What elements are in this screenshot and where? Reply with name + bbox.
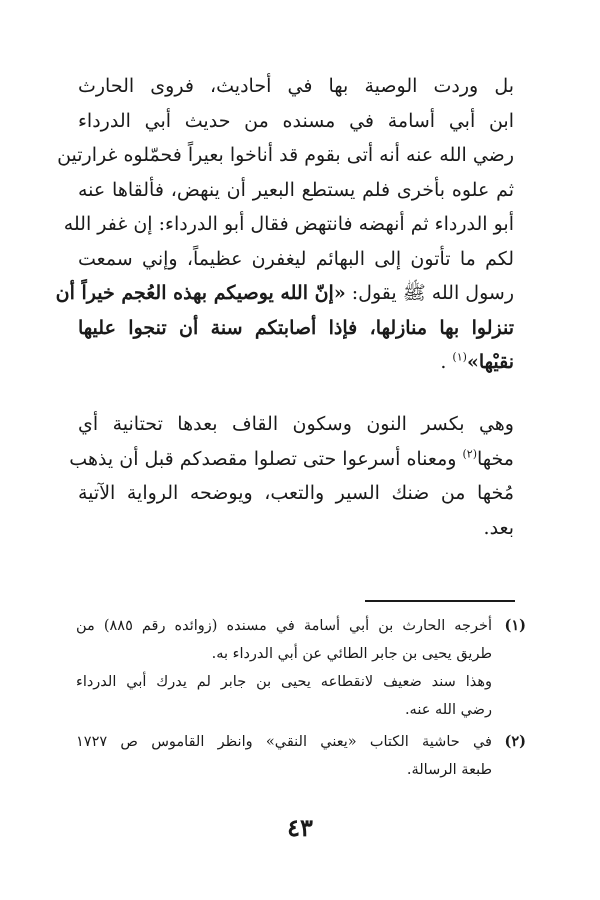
footnote-1 (76, 612, 526, 724)
footnote-ref-2: (٢) (462, 447, 477, 461)
page-number: ٤٣ (287, 813, 313, 842)
footnote-separator (365, 600, 515, 602)
paragraph-2 (69, 407, 514, 545)
footnote-ref-1: (١) (452, 350, 467, 364)
text-segment: . (440, 351, 453, 373)
text-line (69, 442, 514, 477)
text-line: وهي بكسر النون وسكون القاف بعدها تحتانية أي (78, 413, 514, 435)
hadith-quote-end: نقيْها» (466, 351, 514, 373)
footnote-line: في حاشية الكتاب «يعني النقي» وانظر القاموس ص ١٧٢٧ (76, 734, 492, 750)
text-segment: رسول الله ﷺ يقول: (345, 282, 514, 304)
text-line (78, 345, 514, 380)
paragraph-1 (55, 69, 514, 380)
text-segment: ومعناه أسرعوا حتى تصلوا مقصدكم قبل أن يذهب (69, 447, 463, 470)
footnote-line: وهذا سند ضعيف لانقطاعه يحيى بن جابر لم يدرك أبي الدرداء (76, 674, 492, 690)
footnotes (76, 612, 526, 784)
footnote-line: طريق يحيى بن جابر الطائي عن أبي الدرداء به. (211, 646, 492, 662)
footnote-number: (٢) (504, 733, 526, 750)
footnote-number: (١) (504, 617, 526, 634)
text-segment: مخها (477, 447, 514, 470)
text-line: أبو الدرداء ثم أنهضه فانتهض فقال أبو الدرداء: إن غفر الله (63, 213, 514, 235)
text-line: ثم علوه بأخرى فلم يستطع البعير أن ينهض، فألقاها عنه (78, 178, 514, 201)
hadith-quote: «إنّ الله يوصيكم بهذه العُجم خيراً أن (55, 282, 346, 304)
footnote-2 (76, 728, 526, 784)
text-line: بعد. (483, 516, 514, 539)
footnote-line: طبعة الرسالة. (406, 762, 492, 778)
footnote-line: رضي الله عنه. (404, 702, 492, 718)
text-line: بل وردت الوصية بها في أحاديث، فروى الحارث (78, 75, 514, 97)
text-line: ابن أبي أسامة في مسنده من حديث أبي الدرداء (78, 109, 514, 132)
footnote-line: أخرجه الحارث بن أبي أسامة في مسنده (زوائده رقم ٨٨٥) من (76, 618, 492, 634)
text-line (55, 276, 514, 311)
text-line: مُخها من ضنك السير والتعب، ويوضحه الرواية الآتية (78, 482, 514, 504)
hadith-quote-line: تنزلوا بها منازلها، فإذا أصابتكم سنة أن تنجوا عليها (78, 316, 514, 339)
text-line: رضي الله عنه أنه أتى بقوم قد أناخوا بعيراً فحمّلوه غرارتين (57, 144, 514, 166)
text-line: لكم ما تأتون إلى البهائم ليغفرن عظيماً، وإني سمعت (78, 247, 514, 270)
